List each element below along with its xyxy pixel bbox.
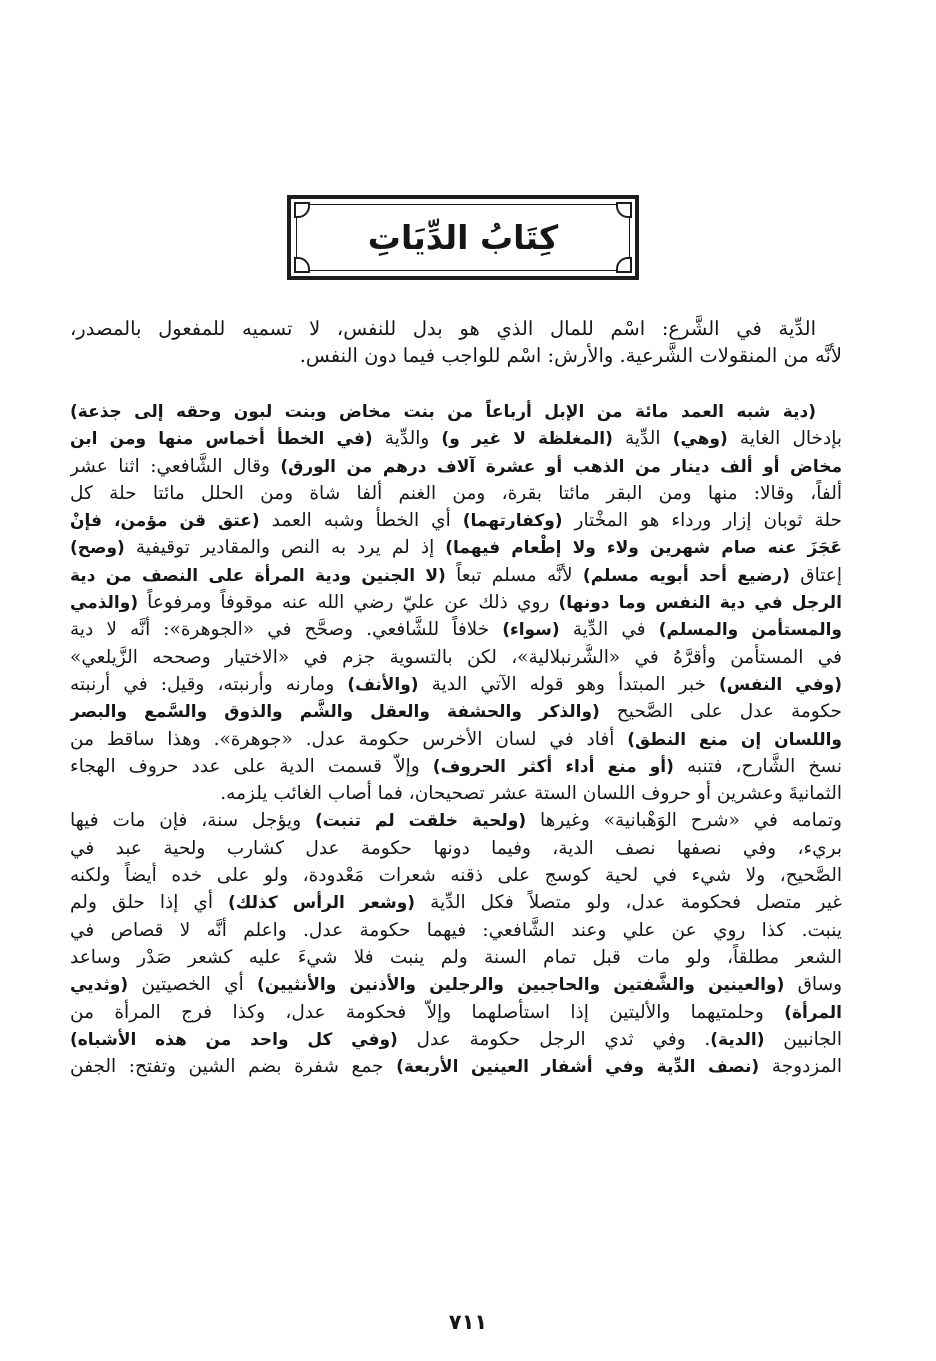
text-line xyxy=(70,480,842,507)
commentary-span: لأنَّه مسلم تبعاً xyxy=(445,564,583,586)
matn-span: والمستأمن والمسلم) xyxy=(658,620,842,641)
text-line xyxy=(70,589,842,616)
matn-span: (في الخطأ أخماس منها ومن ابن xyxy=(70,429,373,450)
text-line xyxy=(70,507,842,534)
commentary-span: والدِّية xyxy=(372,428,442,450)
matn-span: الرجل في دية النفس وما دونها) xyxy=(558,593,842,614)
text-line xyxy=(70,862,842,889)
commentary-span: وساق xyxy=(784,974,842,996)
commentary-span: ومارنه وأرنبته، وقيل: في أرنبته xyxy=(70,673,348,695)
matn-span: واللسان إن منع النطق) xyxy=(627,729,842,750)
commentary-span: الدِّية xyxy=(612,428,673,450)
text-line xyxy=(70,534,842,561)
matn-span: (والذكر والحشفة والعقل والشَّم والذوق والسَّمع والبصر xyxy=(70,702,600,723)
commentary-span: في الدِّية xyxy=(559,619,659,641)
matn-span: مخاض أو ألف دينار من الذهب أو عشرة آلاف درهم من الورق) xyxy=(280,456,842,477)
matn-span: (عتق قن مؤمن، فإنْ xyxy=(70,511,260,532)
matn-span: (ولحية خلقت لم تنبت) xyxy=(315,811,527,832)
commentary-span: الثمانيةَ وعشرين أو حروف اللسان الستة عشر تصحيحان، فما أصاب الغائب يلزمه. xyxy=(220,783,842,805)
matn-span: (وفي كل واحد من هذه الأشباه) xyxy=(70,1029,398,1050)
commentary-span: الشعر مطلقاً، ولو مات قبل تمام السنة ولم ينبت فلا شيءَ عليه كشعر صَدْر وساعد xyxy=(70,946,842,968)
commentary-span: وتمامه في «شرح الوَهْبانية» وغيرها xyxy=(526,810,842,832)
text-line xyxy=(70,944,842,971)
text-line xyxy=(70,1026,842,1053)
commentary-span: أي الخصيتين xyxy=(128,974,257,996)
commentary-span: ينبت. كذا روي عن علي وعند الشَّافعي: فيهما حكومة عدل. واعلم أنَّه لا قصاص في xyxy=(70,919,842,941)
matn-span: (وشعر الرأس كذلك) xyxy=(228,893,416,914)
text-line xyxy=(70,807,842,834)
text-line xyxy=(70,562,842,589)
commentary-span: خلافاً للشَّافعي. وصحَّح في «الجوهرة»: أنَّه لا دية xyxy=(70,619,503,641)
commentary-text xyxy=(70,398,842,1080)
page-number: ٧١١ xyxy=(448,1310,488,1334)
text-line xyxy=(70,835,842,862)
text-line xyxy=(70,453,842,480)
text-line xyxy=(70,999,842,1026)
text-line xyxy=(70,971,842,998)
matn-span: (رضيع أحد أبويه مسلم) xyxy=(582,565,790,586)
commentary-span: خبر المبتدأ وهو قوله الآتي الدية xyxy=(418,673,719,695)
text-line xyxy=(70,698,842,725)
matn-span: (وهي) xyxy=(672,429,728,450)
commentary-span: إذ لم يرد به النص والمقادير توقيفية xyxy=(124,537,446,559)
commentary-span: . وفي ثدي الرجل حكومة عدل xyxy=(397,1028,711,1050)
text-line xyxy=(70,753,842,780)
text-line xyxy=(70,616,842,643)
matn-span: (دية شبه العمد مائة من الإبل أرباعاً من بنت مخاض وبنت لبون وحقه إلى جذعة) xyxy=(70,402,816,422)
chapter-title-frame xyxy=(287,195,639,280)
matn-span: (سواء) xyxy=(502,620,560,641)
matn-span: (نصف الدِّية وفي أشفار العينين الأربعة) xyxy=(396,1057,760,1078)
commentary-span: حكومة عدل على الصَّحيح xyxy=(599,701,842,723)
chapter-title: كِتَابُ الدِّيَاتِ xyxy=(367,218,559,257)
text-line xyxy=(70,917,842,944)
matn-span: (والذمي xyxy=(70,593,139,614)
text-line xyxy=(70,780,842,807)
commentary-span: جمع شفرة بضم الشين وتفتح: الجفن xyxy=(70,1056,397,1078)
matn-span: المرأة) xyxy=(784,1002,842,1023)
commentary-span: ألفاً، وقالا: منها ومن البقر مائتا بقرة، ومن الغنم ألفا شاة ومن الحلل مائتا حلة كل xyxy=(70,482,842,504)
commentary-span: ويؤجل سنة، فإن مات فيها xyxy=(70,810,316,832)
commentary-span: وإلاَّ قسمت الدية على عدد حروف الهجاء xyxy=(70,755,433,777)
commentary-span: المزدوجة xyxy=(759,1056,842,1078)
intro-line: الدِّية في الشَّرع: اسْم للمال الذي هو بدل للنفس، لا تسميه للمفعول بالمصدر، xyxy=(70,317,816,340)
matn-span: عَجَزَ عنه صام شهرين ولاء ولا إطْعام فيهما) xyxy=(445,538,842,559)
text-line xyxy=(70,726,842,753)
matn-span: (والأنف) xyxy=(347,674,419,695)
matn-span: (المغلظة لا غير و) xyxy=(441,429,613,450)
matn-span: (وفي النفس) xyxy=(718,674,842,695)
commentary-span: روي ذلك عن عليّ رضي الله عنه موقوفاً ومرفوعاً xyxy=(138,592,559,614)
text-line xyxy=(70,671,842,698)
text-line xyxy=(70,889,842,916)
commentary-span: وحلمتيهما والأليتين إذا استأصلهما وإلاَّ فحكومة عدل، وكذا فرج المرأة من xyxy=(70,1001,785,1023)
commentary-span: أي الخطأ وشبه العمد xyxy=(259,510,463,532)
matn-span: (لا الجنين ودية المرأة على النصف من دية xyxy=(70,565,446,586)
commentary-span: وقال الشَّافعي: اثنا عشر xyxy=(70,455,281,477)
intro-line: لأنَّه من المنقولات الشَّرعية. والأرش: اسْم للواجب فيما دون النفس. xyxy=(299,344,842,367)
matn-span: (والعينين والشَّفتين والحاجبين والرجلين والأذنين والأنثيين) xyxy=(256,975,785,996)
commentary-span: الجانبين xyxy=(764,1028,842,1050)
matn-span: (وكفارتهما) xyxy=(462,511,563,532)
text-line xyxy=(70,1053,842,1080)
commentary-span: بإدخال الغاية xyxy=(727,428,842,450)
commentary-span: أفاد في لسان الأخرس حكومة عدل. «جوهرة». وهذا ساقط من xyxy=(70,728,628,750)
commentary-span: الصَّحيح، ولا شيء في لحية كوسج على ذقنه شعرات مَعْدودة، ولو على خده أيضاً ولكنه xyxy=(70,865,842,887)
matn-span: (وثديي xyxy=(70,975,129,996)
intro-paragraph xyxy=(70,315,842,369)
matn-span: (الدية) xyxy=(710,1029,765,1050)
commentary-span: غير متصل فحكومة عدل، ولو متصلاً فكل الدِّية xyxy=(415,892,842,914)
commentary-span: نسخ الشَّارح، فتنبه xyxy=(673,755,842,777)
matn-span: (أو منع أداء أكثر الحروف) xyxy=(432,756,674,777)
matn-span: (وصح) xyxy=(70,538,125,559)
commentary-span: أي إذا حلق ولم xyxy=(70,892,229,914)
text-line xyxy=(70,398,842,425)
commentary-span: بريء، وفي نصفها نصف الدية، وفيما دونها حكومة عدل كشارب ولحية عبد في xyxy=(70,837,842,859)
commentary-span: حلة ثوبان إزار ورداء هو المخْتار xyxy=(562,510,842,532)
commentary-span: في المستأمن وأقرَّهُ في «الشُّرنبلالية»، لكن بالتسوية جزم في «الاختيار وصححه الزَّيلعي» xyxy=(70,646,842,668)
text-line xyxy=(70,425,842,452)
commentary-span: إعتاق xyxy=(789,564,842,586)
text-line xyxy=(70,644,842,671)
